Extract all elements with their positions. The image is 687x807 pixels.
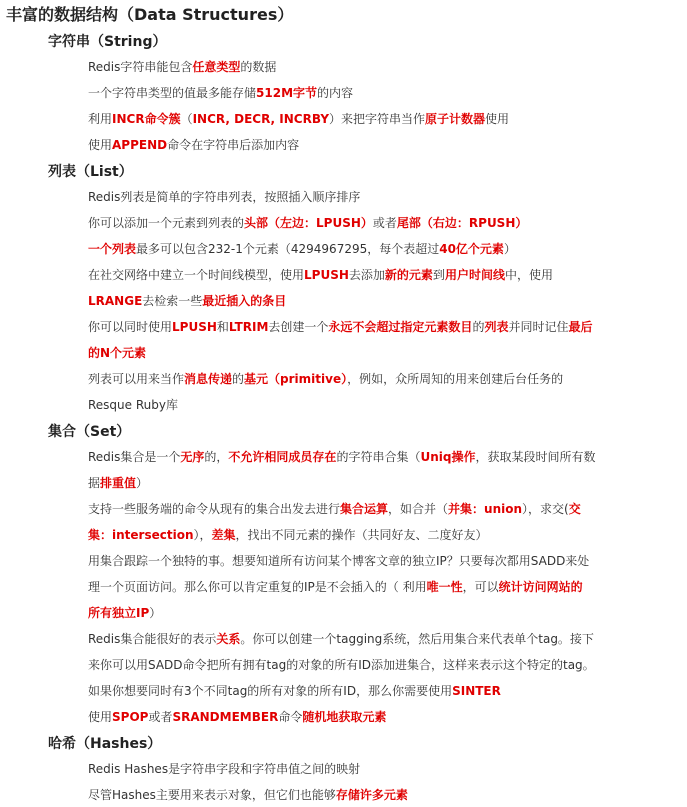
body-text: 和 — [216, 320, 229, 334]
body-text: 或者 — [148, 710, 173, 724]
body-text: 使用 — [485, 112, 510, 126]
body-text: 据 — [88, 476, 101, 490]
paragraph-line — [88, 213, 527, 233]
highlight-text: 新的元素 — [384, 268, 433, 282]
paragraph-line — [88, 759, 360, 779]
highlight-text: 集：intersection — [88, 528, 194, 542]
body-text: Redis集合是一个 — [88, 450, 181, 464]
highlight-text: 基元（primitive） — [244, 372, 348, 386]
highlight-text: 尾部（右边：RPUSH） — [396, 216, 528, 230]
body-text: 并同时记住 — [508, 320, 569, 334]
body-text: 中，使用 — [504, 268, 553, 282]
body-text: 命令在字符串后添加内容 — [167, 138, 300, 152]
body-text: 。你可以创建一个tagging系统，然后用集合来代表单个tag。接下 — [240, 632, 594, 646]
body-text: ，例如，众所周知的用来创建后台任务的 — [347, 372, 564, 386]
body-text: 使用 — [88, 138, 113, 152]
highlight-text: 集合运算 — [340, 502, 389, 516]
body-text: 的字符串合集（ — [336, 450, 421, 464]
body-text: ，找出不同元素的操作（共同好友、二度好友） — [235, 528, 488, 542]
highlight-text: 用户时间线 — [444, 268, 505, 282]
body-text: 理一个页面访问。那么你可以肯定重复的IP是不会插入的（ 利用 — [88, 580, 427, 594]
paragraph-line — [88, 629, 594, 649]
body-text: ） — [136, 476, 149, 490]
highlight-text: 任意类型 — [192, 60, 241, 74]
paragraph-line — [88, 317, 593, 337]
highlight-text: SINTER — [452, 684, 501, 698]
body-text: 命令 — [278, 710, 303, 724]
paragraph-line — [88, 57, 276, 77]
body-text: 的 — [472, 320, 485, 334]
highlight-text: 列表 — [484, 320, 509, 334]
section-heading-set: 集合（Set） — [48, 424, 131, 440]
body-text: Redis字符串能包含 — [88, 60, 193, 74]
body-text: 尽管Hashes主要用来表示对象，但它们也能够 — [88, 788, 336, 802]
highlight-text: 关系 — [216, 632, 241, 646]
highlight-text: 的N个元素 — [88, 346, 147, 360]
body-text: 去检索一些 — [142, 294, 203, 308]
highlight-text: 并集：union — [448, 502, 523, 516]
highlight-text: 差集 — [211, 528, 236, 542]
paragraph-line — [88, 83, 353, 103]
highlight-text: LPUSH — [304, 268, 349, 282]
highlight-text: INCR命令簇 — [112, 112, 181, 126]
body-text: Redis列表是简单的字符串列表，按照插入顺序排序 — [88, 190, 361, 204]
highlight-text: 消息传递 — [184, 372, 233, 386]
paragraph-line — [88, 135, 299, 155]
highlight-text: 不允许相同成员存在 — [228, 450, 337, 464]
body-text: 或者 — [372, 216, 397, 230]
body-text: ）， — [193, 528, 212, 542]
body-text: （ — [180, 112, 193, 126]
highlight-text: LRANGE — [88, 294, 143, 308]
body-text: 最多可以包含232-1个元素（4294967295，每个表超过 — [136, 242, 440, 256]
body-text: 如果你想要同时有3个不同tag的所有对象的所有ID，那么你需要使用 — [88, 684, 453, 698]
paragraph-line — [88, 681, 501, 701]
paragraph-line — [88, 499, 581, 519]
body-text: ），求交( — [522, 502, 569, 516]
highlight-text: 头部（左边：LPUSH） — [244, 216, 373, 230]
body-text: 用集合跟踪一个独特的事。想要知道所有访问某个博客文章的独立IP？只要每次都用SADD来处 — [88, 554, 590, 568]
highlight-text: 永远不会超过指定元素数目 — [328, 320, 473, 334]
body-text: 的 — [232, 372, 245, 386]
highlight-text: 存储许多元素 — [335, 788, 408, 802]
paragraph-line — [88, 707, 386, 727]
highlight-text: 随机地获取元素 — [302, 710, 387, 724]
body-text: Redis集合能很好的表示 — [88, 632, 217, 646]
body-text: ）来把字符串当作 — [329, 112, 426, 126]
body-text: 在社交网络中建立一个时间线模型，使用 — [88, 268, 305, 282]
highlight-text: 排重值 — [100, 476, 137, 490]
paragraph-line — [88, 603, 161, 623]
highlight-text: 无序 — [180, 450, 205, 464]
body-text: ，获取某段时间所有数 — [475, 450, 596, 464]
body-text: 的内容 — [317, 86, 354, 100]
highlight-text: 唯一性 — [426, 580, 463, 594]
paragraph-line — [88, 525, 488, 545]
highlight-text: 统计访问网站的 — [498, 580, 583, 594]
highlight-text: Uniq操作 — [420, 450, 476, 464]
body-text: 的， — [204, 450, 229, 464]
body-text: Resque Ruby库 — [88, 398, 178, 412]
paragraph-line — [88, 655, 595, 675]
paragraph-line — [88, 343, 146, 363]
body-text: 去创建一个 — [268, 320, 329, 334]
highlight-text: 一个列表 — [88, 242, 137, 256]
highlight-text: 交 — [568, 502, 581, 516]
body-text: 利用 — [88, 112, 113, 126]
highlight-text: LTRIM — [228, 320, 269, 334]
highlight-text: 40亿个元素 — [439, 242, 504, 256]
paragraph-line — [88, 551, 589, 571]
highlight-text: INCR, DECR, INCRBY — [192, 112, 330, 126]
body-text: 来你可以用SADD命令把所有拥有tag的对象的所有ID添加进集合，这样来表示这个特定的tag。 — [88, 658, 595, 672]
paragraph-line — [88, 265, 553, 285]
body-text: Redis Hashes是字符串字段和字符串值之间的映射 — [88, 762, 361, 776]
section-heading-hashes: 哈希（Hashes） — [48, 736, 162, 752]
body-text: 到 — [432, 268, 445, 282]
paragraph-line — [88, 109, 509, 129]
highlight-text: 所有独立IP — [88, 606, 150, 620]
body-text: 一个字符串类型的值最多能存储 — [88, 86, 257, 100]
body-text: ，可以 — [462, 580, 499, 594]
highlight-text: 最后 — [568, 320, 593, 334]
body-text: ） — [149, 606, 162, 620]
paragraph-line — [88, 239, 516, 259]
paragraph-line — [88, 187, 360, 207]
paragraph-line — [88, 577, 583, 597]
body-text: 你可以添加一个元素到列表的 — [88, 216, 245, 230]
paragraph-line — [88, 369, 563, 389]
highlight-text: 原子计数器 — [425, 112, 486, 126]
page-title: 丰富的数据结构（Data Structures） — [6, 5, 294, 24]
body-text: 列表可以用来当作 — [88, 372, 185, 386]
section-heading-list: 列表（List） — [48, 164, 133, 180]
body-text: 支持一些服务端的命令从现有的集合出发去进行 — [88, 502, 341, 516]
highlight-text: SRANDMEMBER — [172, 710, 279, 724]
highlight-text: APPEND — [112, 138, 168, 152]
section-heading-string: 字符串（String） — [48, 34, 167, 50]
body-text: 你可以同时使用 — [88, 320, 173, 334]
body-text: 去添加 — [348, 268, 385, 282]
paragraph-line — [88, 785, 408, 805]
body-text: ） — [503, 242, 516, 256]
paragraph-line — [88, 473, 148, 493]
body-text: 使用 — [88, 710, 113, 724]
paragraph-line — [88, 291, 286, 311]
body-text: 的数据 — [240, 60, 277, 74]
highlight-text: 最近插入的条目 — [202, 294, 287, 308]
body-text: ，如合并（ — [388, 502, 449, 516]
paragraph-line — [88, 447, 595, 467]
paragraph-line — [88, 395, 178, 415]
highlight-text: 512M字节 — [256, 86, 318, 100]
highlight-text: SPOP — [112, 710, 149, 724]
highlight-text: LPUSH — [172, 320, 217, 334]
